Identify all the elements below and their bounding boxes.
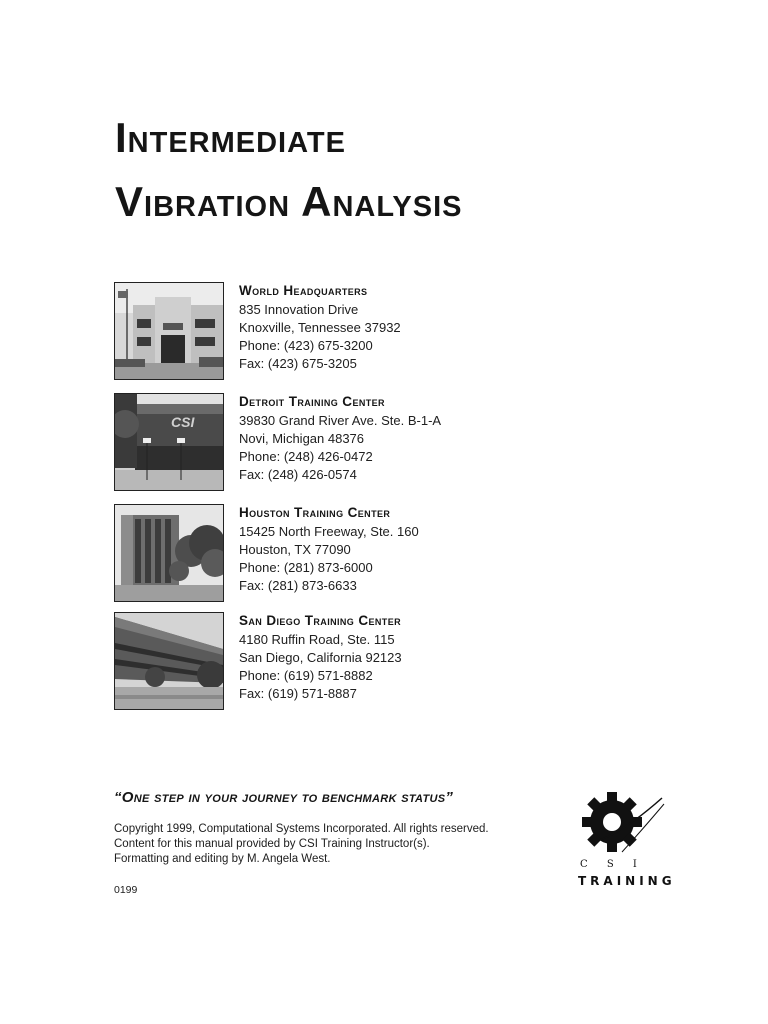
- san-diego-info: [239, 612, 402, 703]
- location-phone: Phone: (248) 426-0472: [239, 449, 373, 464]
- detroit-info: [239, 393, 441, 484]
- copyright-line: Copyright 1999, Computational Systems Incorporated. All rights reserved.: [114, 823, 489, 835]
- location-address-2: Knoxville, Tennessee 37932: [239, 320, 401, 335]
- location-address-2: Houston, TX 77090: [239, 542, 351, 557]
- houston-info: [239, 504, 419, 595]
- csi-training-logo: [574, 790, 676, 894]
- editing-credit-line: Formatting and editing by M. Angela West.: [114, 853, 331, 865]
- location-houston: [114, 504, 714, 604]
- copyright-block: [114, 822, 489, 867]
- san-diego-building-photo: [114, 612, 224, 710]
- location-name: San Diego Training Center: [239, 613, 402, 628]
- svg-text:CSI: CSI: [171, 414, 195, 430]
- title-line-2: Vibration Analysis: [115, 178, 463, 225]
- location-phone: Phone: (619) 571-8882: [239, 668, 373, 683]
- logo-training-text: TRAINING: [578, 874, 676, 888]
- location-phone: Phone: (423) 675-3200: [239, 338, 373, 353]
- document-title: [115, 106, 462, 234]
- document-code: 0199: [114, 884, 138, 896]
- houston-building-photo: [114, 504, 224, 602]
- headquarters-info: [239, 282, 401, 373]
- location-address-1: 835 Innovation Drive: [239, 302, 359, 317]
- location-san-diego: [114, 612, 714, 712]
- location-address-1: 15425 North Freeway, Ste. 160: [239, 524, 419, 539]
- location-fax: Fax: (619) 571-8887: [239, 686, 357, 701]
- location-address-1: 39830 Grand River Ave. Ste. B-1-A: [239, 413, 442, 428]
- location-fax: Fax: (423) 675-3205: [239, 356, 357, 371]
- location-address-2: San Diego, California 92123: [239, 650, 402, 665]
- location-detroit: [114, 393, 714, 493]
- location-address-2: Novi, Michigan 48376: [239, 431, 365, 446]
- title-line-1: Intermediate: [115, 114, 346, 161]
- detroit-building-photo: [114, 393, 224, 491]
- headquarters-building-photo: [114, 282, 224, 380]
- location-name: Detroit Training Center: [239, 394, 385, 409]
- location-fax: Fax: (281) 873-6633: [239, 578, 357, 593]
- gear-icon: [582, 790, 666, 856]
- location-fax: Fax: (248) 426-0574: [239, 467, 357, 482]
- location-world-headquarters: [114, 282, 714, 382]
- logo-company-text: C S I: [580, 859, 645, 870]
- location-name: Houston Training Center: [239, 505, 391, 520]
- location-name: World Headquarters: [239, 283, 368, 298]
- slogan: “One step in your journey to benchmark status”: [114, 789, 454, 806]
- location-phone: Phone: (281) 873-6000: [239, 560, 373, 575]
- content-credit-line: Content for this manual provided by CSI Training Instructor(s).: [114, 838, 430, 850]
- location-address-1: 4180 Ruffin Road, Ste. 115: [239, 632, 395, 647]
